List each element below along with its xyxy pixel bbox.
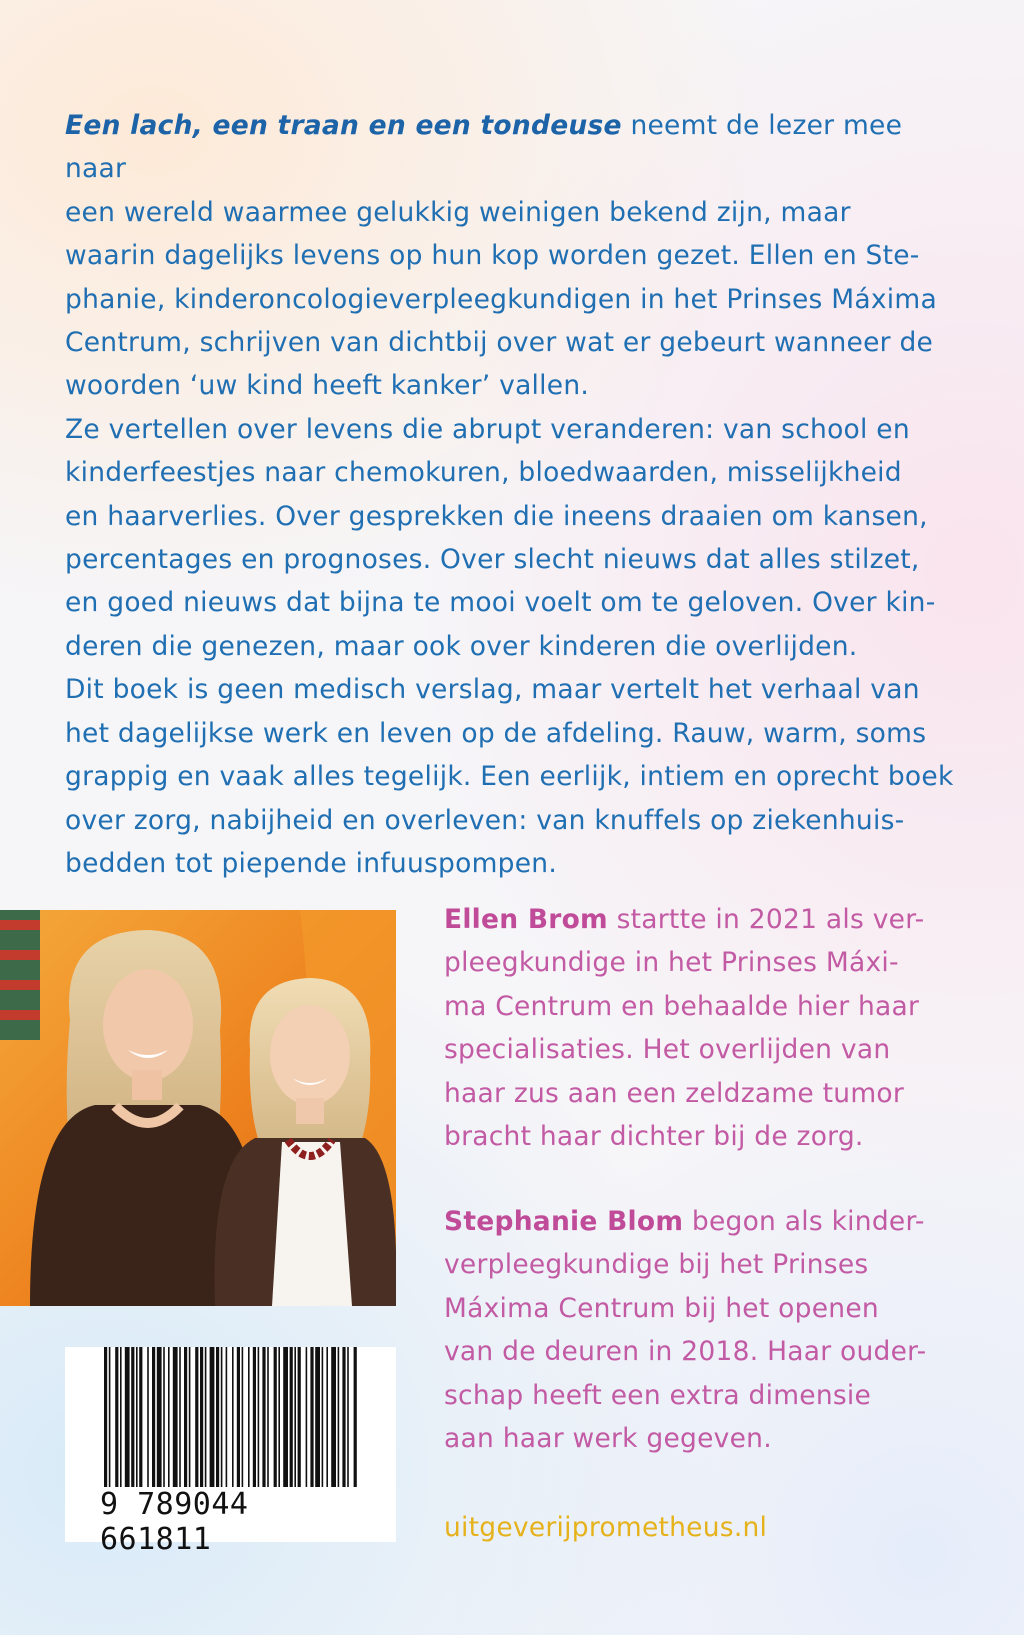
- barcode-bars: [100, 1347, 364, 1487]
- publisher-website[interactable]: uitgeverijprometheus.nl: [444, 1512, 768, 1543]
- book-title: Een lach, een traan en een tondeuse: [65, 110, 622, 141]
- blurb-paragraph-1: Een lach, een traan en een tondeuse neemt de lezer mee naar een wereld waarmee gelukkig weinigen bekend zijn, maar waarin dagelijks levens op hun kop worden gezet. Ellen en Ste- phanie, kinderoncologieverpleegkundigen in het Prinses Máxima Centrum, schrijven van dichtbij over wat er gebeurt wanneer de woorden ‘uw kind heeft kanker’ vallen.: [65, 110, 937, 402]
- author-name-stephanie: Stephanie Blom: [444, 1206, 684, 1237]
- author-bio-ellen: Ellen Brom startte in 2021 als ver- pleegkundige in het Prinses Máxi- ma Centrum en behaalde hier haar specialisaties. Het overlijden van haar zus aan een zeldzame tumor bracht haar dichter bij de zorg.: [444, 904, 925, 1153]
- author-photo-illustration: [0, 910, 396, 1306]
- author-name-ellen: Ellen Brom: [444, 904, 608, 935]
- author-photo: [0, 910, 396, 1306]
- isbn-barcode: [65, 1347, 396, 1557]
- author-bio-stephanie: Stephanie Blom begon als kinder- verpleegkundige bij het Prinses Máxima Centrum bij het openen van de deuren in 2018. Haar ouder- schap heeft een extra dimensie aan haar werk gegeven.: [444, 1206, 927, 1455]
- isbn-number: 9 789044 661811: [100, 1487, 249, 1557]
- blurb-paragraph-3: Dit boek is geen medisch verslag, maar vertelt het verhaal van het dagelijkse werk en leven op de afdeling. Rauw, warm, soms grappig en vaak alles tegelijk. Een eerlijk, intiem en oprecht boek over zorg, nabijheid en overleven: van knuffels op ziekenhuis- bedden tot piepende infuuspompen.: [65, 674, 954, 879]
- back-cover-blurb: [65, 104, 965, 885]
- blurb-paragraph-2: Ze vertellen over levens die abrupt veranderen: van school en kinderfeestjes naar chemokuren, bloedwaarden, misselijkheid en haarverlies. Over gesprekken die ineens draaien om kansen, percentages en prognoses. Over slecht nieuws dat alles stilzet, en goed nieuws dat bijna te mooi voelt om te geloven. Over kin- deren die genezen, maar ook over kinderen die overlijden.: [65, 413, 936, 662]
